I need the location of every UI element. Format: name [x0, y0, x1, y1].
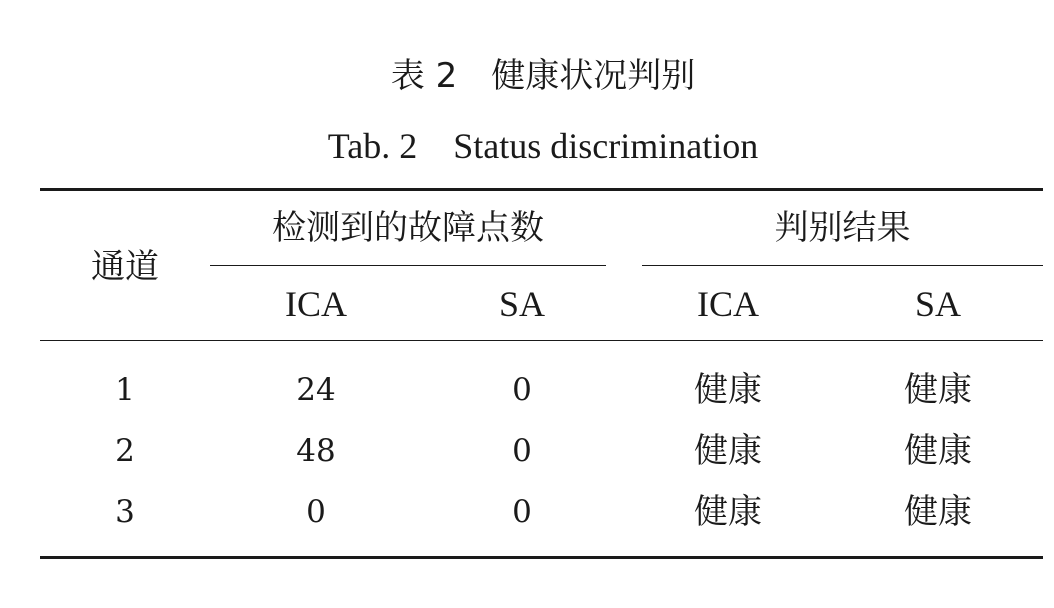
cell-sa-result: 健康	[904, 370, 972, 410]
cell-ica-count: 0	[306, 494, 326, 530]
table-bottom-rule	[40, 556, 1043, 559]
cell-ica-result: 健康	[694, 492, 762, 532]
cell-channel: 3	[115, 494, 135, 530]
cell-channel: 1	[115, 372, 135, 408]
cell-ica-result: 健康	[694, 370, 762, 410]
header-detected-fault-points: 检测到的故障点数	[272, 208, 544, 248]
subheader-detected-sa: SA	[498, 284, 546, 324]
cell-ica-count: 24	[296, 372, 336, 408]
table-top-rule	[40, 188, 1043, 191]
cell-sa-count: 0	[512, 372, 532, 408]
table-caption-english: Tab. 2 Status discrimination	[327, 126, 759, 166]
header-discrimination-result: 判别结果	[774, 208, 911, 248]
cell-sa-count: 0	[512, 433, 532, 469]
cell-sa-count: 0	[512, 494, 532, 530]
cell-ica-result: 健康	[694, 431, 762, 471]
cell-channel: 2	[115, 433, 135, 469]
header-group-rule-detected	[210, 265, 606, 266]
subheader-result-sa: SA	[914, 284, 962, 324]
header-channel: 通道	[91, 247, 159, 287]
table-caption-chinese: 表 2 健康状况判别	[390, 56, 696, 96]
header-bottom-rule	[40, 340, 1043, 341]
header-group-rule-result	[642, 265, 1043, 266]
cell-ica-count: 48	[296, 433, 336, 469]
cell-sa-result: 健康	[904, 492, 972, 532]
subheader-result-ica: ICA	[697, 284, 759, 324]
cell-sa-result: 健康	[904, 431, 972, 471]
subheader-detected-ica: ICA	[285, 284, 347, 324]
